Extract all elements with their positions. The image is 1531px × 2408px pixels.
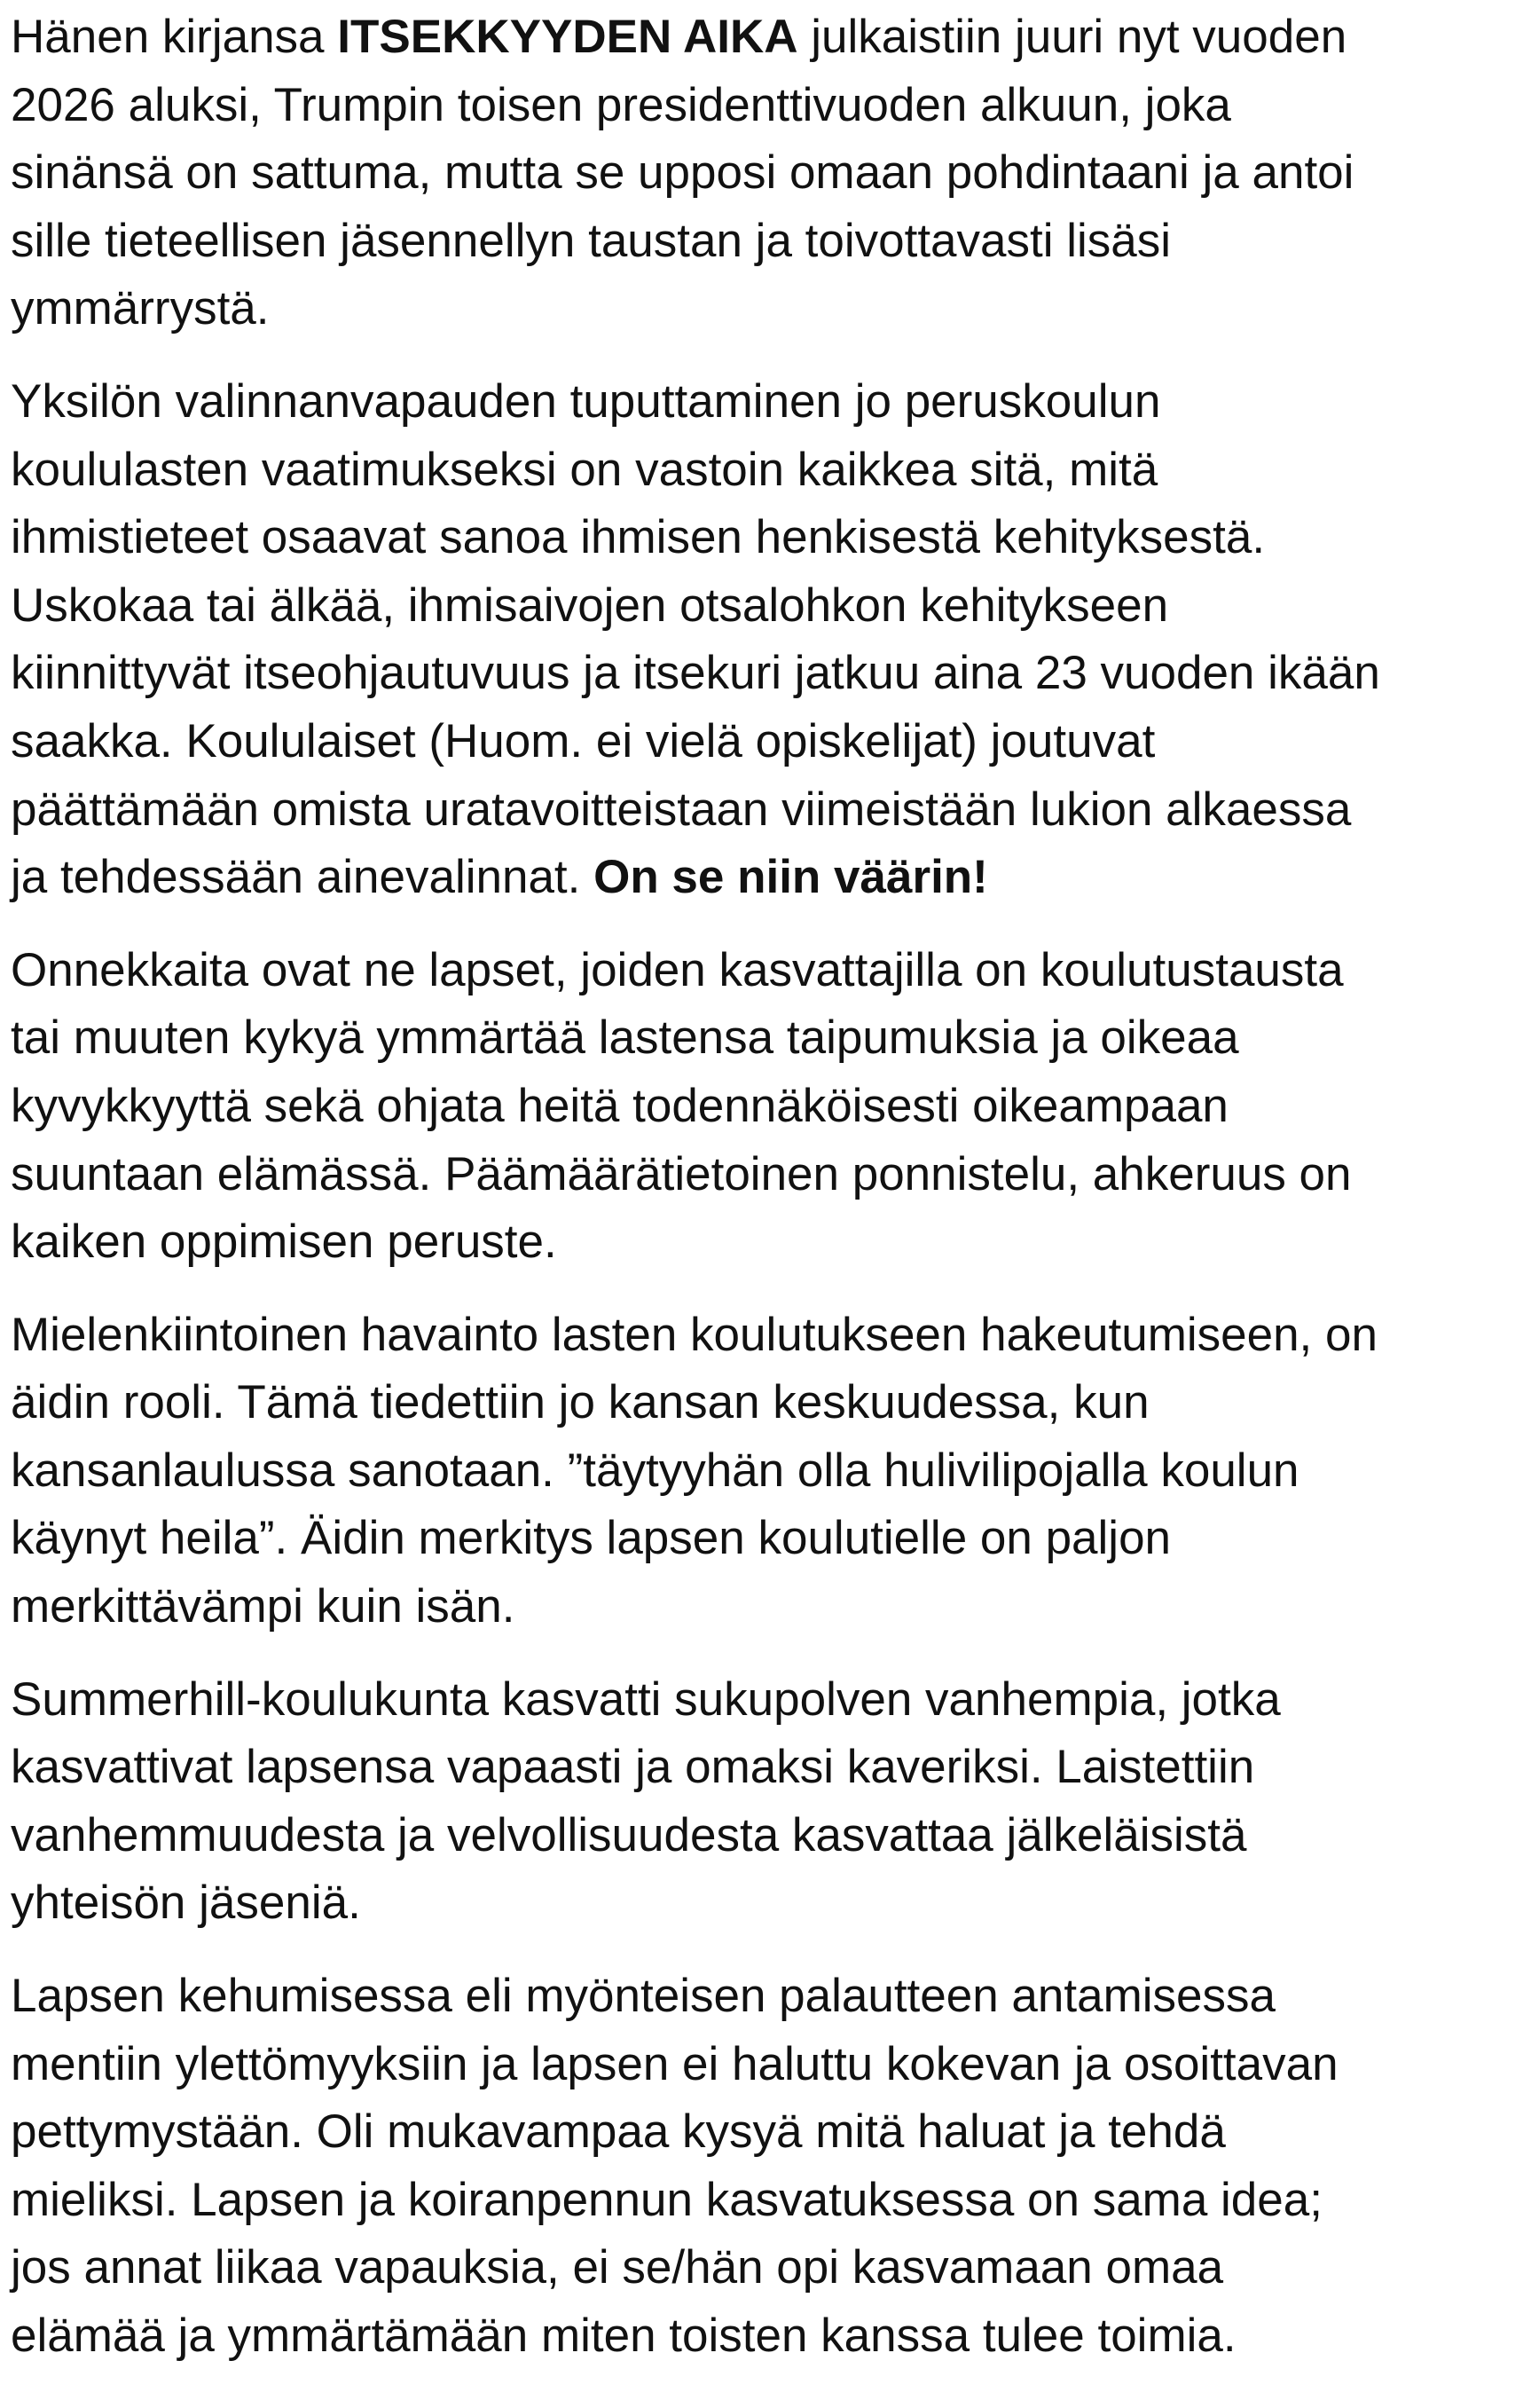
- paragraph-4: [11, 1302, 1520, 1641]
- paragraph-1-text-cont: julkaistiin juuri nyt vuoden 2026 aluksi, Trumpin toisen presidenttivuoden alkuun, joka sinänsä on sattuma, mutta se upposi omaan pohdintaani ja antoi sille tieteellisen jäsennellyn taustan ja toivottavasti lisäsi ymmärrystä.: [11, 11, 1354, 335]
- paragraph-4-text: Mielenkiintoinen havainto lasten koulutukseen hakeutumiseen, on äidin rooli. Tämä tiedettiin jo kansan keskuudessa, kun kansanlaulussa sanotaan. ”täytyyhän olla hulivilipojalla koulun käynyt heila”. Äidin merkitys lapsen koulutielle on paljon merkittävämpi kuin isän.: [11, 1308, 1378, 1633]
- paragraph-1-text: Hänen kirjansa: [11, 11, 338, 63]
- paragraph-3-text: Onnekkaita ovat ne lapset, joiden kasvattajilla on koulutustausta tai muuten kykyä ymmärtää lastensa taipumuksia ja oikeaa kyvykkyyttä sekä ohjata heitä todennäköisesti oikeampaan suuntaan elämässä. Päämäärätietoinen ponnistelu, ahkeruus on kaiken oppimisen peruste.: [11, 943, 1352, 1269]
- paragraph-2-text: Yksilön valinnanvapauden tuputtaminen jo peruskoulun koululasten vaatimukseksi on vastoin kaikkea sitä, mitä ihmistieteet osaavat sanoa ihmisen henkisestä kehityksestä. Uskokaa tai älkää, ihmisaivojen otsalohkon kehitykseen kiinnittyvät itseohjautuvuus ja itsekuri jatkuu aina 23 vuoden ikään saakka. Koululaiset (Huom. ei vielä opiskelijat) joutuvat päättämään omista uratavoitteistaan viimeistään lukion alkaessa ja tehdessään ainevalinnat.: [11, 374, 1380, 904]
- paragraph-6-text: Lapsen kehumisessa eli myönteisen palautteen antamisessa mentiin ylettömyyksiin ja lapsen ei haluttu kokevan ja osoittavan pettymystään. Oli mukavampaa kysyä mitä haluat ja tehdä mieliksi. Lapsen ja koiranpennun kasvatuksessa on sama idea; jos annat liikaa vapauksia, ei se/hän opi kasvamaan omaa elämää ja ymmärtämään miten toisten kanssa tulee toimia.: [11, 1970, 1339, 2362]
- book-title-bold: ITSEKKYYDEN AIKA: [337, 11, 798, 63]
- emphasis-bold: On se niin väärin!: [593, 851, 988, 904]
- paragraph-6: [11, 1963, 1520, 2371]
- paragraph-5: [11, 1666, 1520, 1938]
- paragraph-3: [11, 937, 1520, 1277]
- paragraph-1: [11, 4, 1520, 343]
- paragraph-2: [11, 368, 1520, 912]
- paragraph-5-text: Summerhill-koulukunta kasvatti sukupolven vanhempia, jotka kasvattivat lapsensa vapaasti ja omaksi kaveriksi. Laistettiin vanhemmuudesta ja velvollisuudesta kasvattaa jälkeläisistä yhteisön jäseniä.: [11, 1672, 1281, 1930]
